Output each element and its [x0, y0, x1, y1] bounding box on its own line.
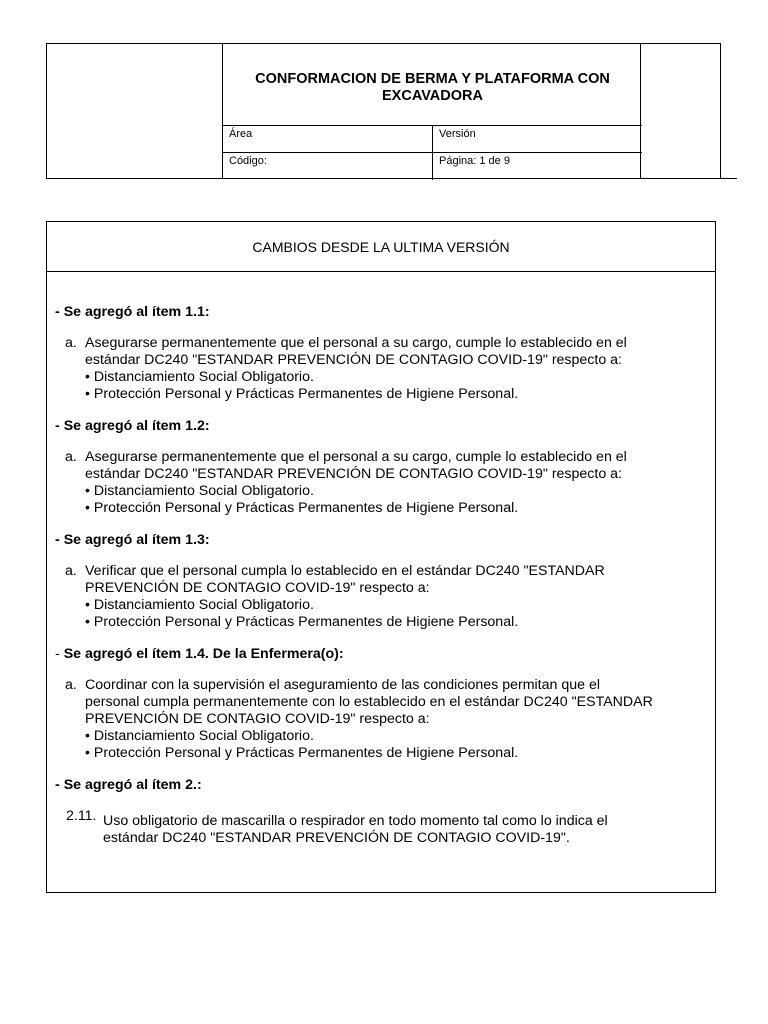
item-line: estándar DC240 "ESTANDAR PREVENCIÓN DE CONTAGIO COVID-19" respecto a:	[85, 352, 623, 368]
changes-box	[46, 221, 716, 893]
heading-dash: -	[55, 777, 60, 793]
heading-dash: -	[55, 646, 60, 662]
item-marker: 2.11.	[66, 808, 97, 824]
item-line: personal cumpla permanentemente con lo establecido en el estándar DC240 "ESTANDAR	[85, 694, 653, 710]
bullet-item: • Distanciamiento Social Obligatorio.	[85, 728, 314, 744]
item-line: Coordinar con la supervisión el aseguramiento de las condiciones permitan que el	[85, 677, 600, 693]
header-row-area	[223, 125, 642, 152]
item-line: PREVENCIÓN DE CONTAGIO COVID-19" respecto a:	[85, 711, 430, 727]
section-heading	[55, 646, 715, 663]
list-item	[55, 677, 715, 762]
heading-dash: -	[55, 304, 60, 320]
item-line: Asegurarse permanentemente que el personal a su cargo, cumple lo establecido en el	[85, 335, 627, 351]
heading-dash: -	[55, 418, 60, 434]
header-divider-extension	[720, 178, 737, 179]
item-marker: a.	[65, 449, 77, 465]
area-label: Área	[223, 126, 433, 152]
change-section	[55, 532, 715, 631]
bullet-item: • Protección Personal y Prácticas Permanentes de Higiene Personal.	[85, 386, 519, 402]
codigo-label: Código:	[223, 153, 433, 180]
heading-dash: -	[55, 532, 60, 548]
logo-cell	[47, 44, 223, 178]
document-title: CONFORMACION DE BERMA Y PLATAFORMA CON EXCAVADORA	[255, 70, 610, 104]
change-section	[55, 418, 715, 517]
heading-text: Se agregó al ítem 1.3:	[63, 532, 210, 548]
change-section	[55, 646, 715, 762]
bullet-item: • Protección Personal y Prácticas Permanentes de Higiene Personal.	[85, 745, 519, 761]
pagina-label: Página: 1 de 9	[439, 155, 510, 167]
section-heading	[55, 418, 715, 435]
bullet-item: • Protección Personal y Prácticas Permanentes de Higiene Personal.	[85, 614, 519, 630]
list-item	[55, 335, 715, 403]
item-line: estándar DC240 "ESTANDAR PREVENCIÓN DE CONTAGIO COVID-19" respecto a:	[85, 466, 623, 482]
heading-text: Se agregó al ítem 2.:	[63, 777, 202, 793]
bullet-item: • Protección Personal y Prácticas Permanentes de Higiene Personal.	[85, 500, 519, 516]
bullet-item: • Distanciamiento Social Obligatorio.	[85, 369, 314, 385]
section5-item	[65, 813, 608, 847]
heading-text: Se agregó al ítem 1.1:	[63, 304, 210, 320]
item-line: PREVENCIÓN DE CONTAGIO COVID-19" respecto a:	[85, 580, 430, 596]
section-heading	[55, 304, 715, 321]
item-line: estándar DC240 "ESTANDAR PREVENCIÓN DE CONTAGIO COVID-19".	[103, 830, 570, 846]
item-line: Verificar que el personal cumpla lo establecido en el estándar DC240 "ESTANDAR	[85, 563, 605, 579]
item-line: Uso obligatorio de mascarilla o respirador en todo momento tal como lo indica el	[103, 813, 608, 829]
right-cell	[640, 44, 720, 178]
section-heading	[55, 532, 715, 549]
item-line: Asegurarse permanentemente que el personal a su cargo, cumple lo establecido en el	[85, 449, 627, 465]
list-item	[55, 563, 715, 631]
change-section	[55, 304, 715, 403]
header-row-codigo	[223, 152, 642, 180]
item-marker: a.	[65, 677, 77, 693]
heading-text: Se agregó al ítem 1.2:	[63, 418, 210, 434]
item-marker: a.	[65, 563, 77, 579]
heading-text: Se agregó el ítem 1.4. De la Enfermera(o):	[63, 646, 344, 662]
item-marker: a.	[65, 335, 77, 351]
section-heading	[55, 777, 715, 794]
bullet-item: • Distanciamiento Social Obligatorio.	[85, 483, 314, 499]
bullet-item: • Distanciamiento Social Obligatorio.	[85, 597, 314, 613]
list-item	[55, 449, 715, 517]
version-label: Versión	[439, 128, 476, 140]
changes-body	[47, 272, 715, 842]
changes-title: CAMBIOS DESDE LA ULTIMA VERSIÓN	[47, 222, 715, 272]
document-header	[46, 43, 721, 179]
